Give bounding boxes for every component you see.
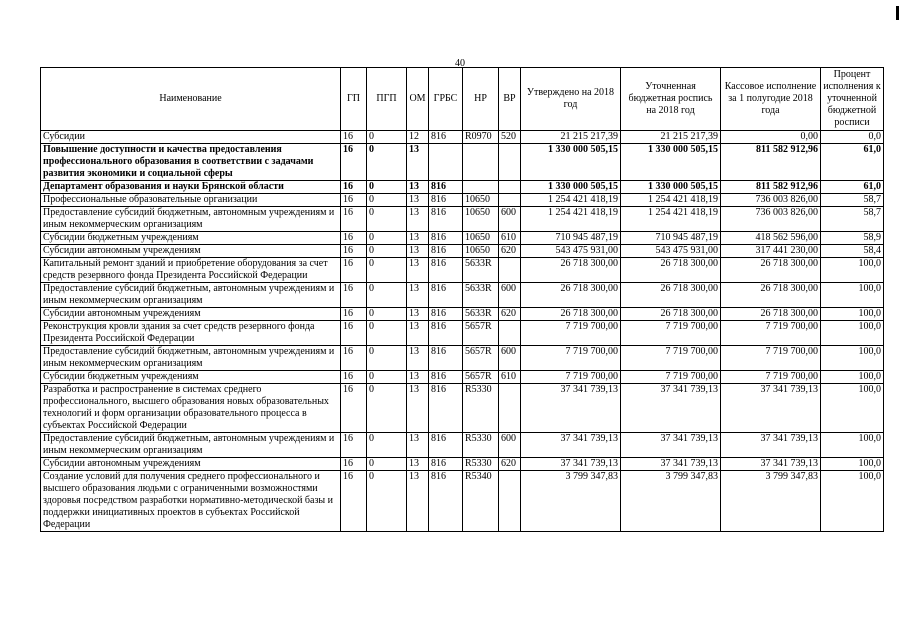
cell-gp: 16 bbox=[341, 207, 367, 232]
cell-vr: 610 bbox=[499, 232, 521, 245]
table-row bbox=[41, 346, 884, 371]
cell-vr bbox=[499, 258, 521, 283]
cell-name: Предоставление субсидий бюджетным, автономным учреждениям и иным некоммерческим организациям bbox=[41, 283, 341, 308]
cell-gp: 16 bbox=[341, 371, 367, 384]
cell-ppgp: 0 bbox=[367, 232, 407, 245]
cell-om: 13 bbox=[407, 371, 429, 384]
cell-cash: 7 719 700,00 bbox=[721, 321, 821, 346]
cell-ppgp: 0 bbox=[367, 144, 407, 181]
cell-percent: 58,9 bbox=[821, 232, 884, 245]
cell-ppgp: 0 bbox=[367, 131, 407, 144]
cell-approved: 1 254 421 418,19 bbox=[521, 207, 621, 232]
cell-name: Субсидии бюджетным учреждениям bbox=[41, 371, 341, 384]
cell-om: 13 bbox=[407, 471, 429, 532]
cell-percent: 100,0 bbox=[821, 321, 884, 346]
cell-grbs: 816 bbox=[429, 458, 463, 471]
cell-vr bbox=[499, 321, 521, 346]
cell-gp: 16 bbox=[341, 346, 367, 371]
cell-gp: 16 bbox=[341, 384, 367, 433]
cell-grbs: 816 bbox=[429, 232, 463, 245]
cell-grbs: 816 bbox=[429, 131, 463, 144]
cell-cash: 37 341 739,13 bbox=[721, 433, 821, 458]
cell-refined: 1 254 421 418,19 bbox=[621, 207, 721, 232]
cell-gp: 16 bbox=[341, 194, 367, 207]
cell-name: Капитальный ремонт зданий и приобретение оборудования за счет средств резервного фонда Президента Российской Федерации bbox=[41, 258, 341, 283]
cell-name: Департамент образования и науки Брянской области bbox=[41, 181, 341, 194]
cell-gp: 16 bbox=[341, 232, 367, 245]
cell-percent: 100,0 bbox=[821, 433, 884, 458]
cell-percent: 0,0 bbox=[821, 131, 884, 144]
header-om: ОМ bbox=[407, 68, 429, 131]
table-row bbox=[41, 321, 884, 346]
cell-grbs: 816 bbox=[429, 245, 463, 258]
cell-grbs: 816 bbox=[429, 321, 463, 346]
cell-om: 13 bbox=[407, 144, 429, 181]
cell-om: 13 bbox=[407, 245, 429, 258]
cell-np: 10650 bbox=[463, 232, 499, 245]
cell-name: Разработка и распространение в системах среднего профессионального, высшего образования новых образовательных технологий и форм организации образовательного процесса в субъектах Российской Федерации bbox=[41, 384, 341, 433]
cell-name: Субсидии бюджетным учреждениям bbox=[41, 232, 341, 245]
cell-grbs: 816 bbox=[429, 181, 463, 194]
cell-grbs: 816 bbox=[429, 371, 463, 384]
cell-refined: 7 719 700,00 bbox=[621, 321, 721, 346]
cell-approved: 37 341 739,13 bbox=[521, 433, 621, 458]
cell-ppgp: 0 bbox=[367, 207, 407, 232]
cell-vr bbox=[499, 144, 521, 181]
cell-name: Предоставление субсидий бюджетным, автономным учреждениям и иным некоммерческим организациям bbox=[41, 433, 341, 458]
cell-ppgp: 0 bbox=[367, 194, 407, 207]
cell-grbs: 816 bbox=[429, 258, 463, 283]
cell-approved: 26 718 300,00 bbox=[521, 308, 621, 321]
cell-approved: 543 475 931,00 bbox=[521, 245, 621, 258]
cell-approved: 7 719 700,00 bbox=[521, 346, 621, 371]
cell-vr bbox=[499, 181, 521, 194]
cell-np bbox=[463, 144, 499, 181]
cell-np: R5330 bbox=[463, 384, 499, 433]
cell-np: 5633R bbox=[463, 308, 499, 321]
cell-om: 13 bbox=[407, 258, 429, 283]
cell-name: Субсидии автономным учреждениям bbox=[41, 308, 341, 321]
header-gp: ГП bbox=[341, 68, 367, 131]
cell-om: 13 bbox=[407, 321, 429, 346]
cell-gp: 16 bbox=[341, 321, 367, 346]
cell-gp: 16 bbox=[341, 308, 367, 321]
cell-cash: 317 441 230,00 bbox=[721, 245, 821, 258]
table-row bbox=[41, 384, 884, 433]
cell-ppgp: 0 bbox=[367, 346, 407, 371]
cell-om: 13 bbox=[407, 433, 429, 458]
cell-approved: 710 945 487,19 bbox=[521, 232, 621, 245]
table-row bbox=[41, 471, 884, 532]
cell-ppgp: 0 bbox=[367, 308, 407, 321]
cell-om: 13 bbox=[407, 181, 429, 194]
cell-refined: 37 341 739,13 bbox=[621, 433, 721, 458]
cell-vr bbox=[499, 471, 521, 532]
cell-name: Создание условий для получения среднего профессионального и высшего образования людьми с ограниченными возможностями здоровья посредством разработки нормативно-методической базы и поддержки инициативных проектов в субъектах Российской Федерации bbox=[41, 471, 341, 532]
cell-refined: 7 719 700,00 bbox=[621, 346, 721, 371]
cell-vr bbox=[499, 384, 521, 433]
cell-gp: 16 bbox=[341, 181, 367, 194]
table-row bbox=[41, 131, 884, 144]
cell-approved: 7 719 700,00 bbox=[521, 371, 621, 384]
cell-gp: 16 bbox=[341, 471, 367, 532]
cell-om: 13 bbox=[407, 458, 429, 471]
cell-om: 13 bbox=[407, 207, 429, 232]
table-row bbox=[41, 458, 884, 471]
cell-ppgp: 0 bbox=[367, 384, 407, 433]
cell-vr: 620 bbox=[499, 245, 521, 258]
cell-cash: 811 582 912,96 bbox=[721, 181, 821, 194]
cell-grbs: 816 bbox=[429, 283, 463, 308]
cell-approved: 1 330 000 505,15 bbox=[521, 181, 621, 194]
cell-np: R5330 bbox=[463, 433, 499, 458]
cell-refined: 710 945 487,19 bbox=[621, 232, 721, 245]
cell-percent: 100,0 bbox=[821, 308, 884, 321]
cell-refined: 3 799 347,83 bbox=[621, 471, 721, 532]
cell-percent: 58,7 bbox=[821, 207, 884, 232]
cell-name: Субсидии автономным учреждениям bbox=[41, 245, 341, 258]
header-np: НР bbox=[463, 68, 499, 131]
cell-approved: 26 718 300,00 bbox=[521, 258, 621, 283]
cell-name: Предоставление субсидий бюджетным, автономным учреждениям и иным некоммерческим организациям bbox=[41, 346, 341, 371]
cell-approved: 37 341 739,13 bbox=[521, 458, 621, 471]
header-approved: Утверждено на 2018 год bbox=[521, 68, 621, 131]
cell-ppgp: 0 bbox=[367, 471, 407, 532]
table-row bbox=[41, 245, 884, 258]
table-row bbox=[41, 371, 884, 384]
cell-np: 5657R bbox=[463, 371, 499, 384]
cell-gp: 16 bbox=[341, 433, 367, 458]
table-row bbox=[41, 181, 884, 194]
cell-np: R5330 bbox=[463, 458, 499, 471]
header-grbs: ГРБС bbox=[429, 68, 463, 131]
cell-gp: 16 bbox=[341, 131, 367, 144]
cell-grbs: 816 bbox=[429, 194, 463, 207]
cell-approved: 26 718 300,00 bbox=[521, 283, 621, 308]
cell-grbs: 816 bbox=[429, 433, 463, 458]
cell-percent: 61,0 bbox=[821, 181, 884, 194]
cell-np: R0970 bbox=[463, 131, 499, 144]
cell-ppgp: 0 bbox=[367, 283, 407, 308]
cell-ppgp: 0 bbox=[367, 258, 407, 283]
page-number: 40 bbox=[455, 58, 465, 69]
cell-approved: 7 719 700,00 bbox=[521, 321, 621, 346]
cell-gp: 16 bbox=[341, 458, 367, 471]
cell-cash: 736 003 826,00 bbox=[721, 194, 821, 207]
table-row bbox=[41, 433, 884, 458]
cell-vr: 620 bbox=[499, 308, 521, 321]
cell-om: 12 bbox=[407, 131, 429, 144]
cell-cash: 3 799 347,83 bbox=[721, 471, 821, 532]
cell-ppgp: 0 bbox=[367, 181, 407, 194]
header-refined: Уточненная бюджетная роспись на 2018 год bbox=[621, 68, 721, 131]
cell-gp: 16 bbox=[341, 245, 367, 258]
header-vr: ВР bbox=[499, 68, 521, 131]
cell-om: 13 bbox=[407, 346, 429, 371]
cell-refined: 26 718 300,00 bbox=[621, 258, 721, 283]
cell-gp: 16 bbox=[341, 283, 367, 308]
cell-cash: 37 341 739,13 bbox=[721, 458, 821, 471]
cell-approved: 1 254 421 418,19 bbox=[521, 194, 621, 207]
cell-om: 13 bbox=[407, 384, 429, 433]
cell-name: Предоставление субсидий бюджетным, автономным учреждениям и иным некоммерческим организациям bbox=[41, 207, 341, 232]
cell-percent: 100,0 bbox=[821, 471, 884, 532]
cell-cash: 7 719 700,00 bbox=[721, 346, 821, 371]
cell-approved: 21 215 217,39 bbox=[521, 131, 621, 144]
cell-grbs: 816 bbox=[429, 346, 463, 371]
cell-percent: 58,4 bbox=[821, 245, 884, 258]
cell-ppgp: 0 bbox=[367, 245, 407, 258]
cell-refined: 21 215 217,39 bbox=[621, 131, 721, 144]
cell-om: 13 bbox=[407, 283, 429, 308]
cell-refined: 1 330 000 505,15 bbox=[621, 144, 721, 181]
cell-ppgp: 0 bbox=[367, 371, 407, 384]
cell-ppgp: 0 bbox=[367, 433, 407, 458]
cell-cash: 26 718 300,00 bbox=[721, 258, 821, 283]
cell-name: Субсидии bbox=[41, 131, 341, 144]
cell-approved: 3 799 347,83 bbox=[521, 471, 621, 532]
cell-refined: 37 341 739,13 bbox=[621, 458, 721, 471]
cell-name: Реконструкция кровли здания за счет средств резервного фонда Президента Российской Федерации bbox=[41, 321, 341, 346]
table-row bbox=[41, 194, 884, 207]
cell-cash: 37 341 739,13 bbox=[721, 384, 821, 433]
cell-percent: 100,0 bbox=[821, 371, 884, 384]
budget-table bbox=[40, 67, 884, 532]
cell-refined: 1 254 421 418,19 bbox=[621, 194, 721, 207]
cell-om: 13 bbox=[407, 232, 429, 245]
cell-vr: 520 bbox=[499, 131, 521, 144]
cell-gp: 16 bbox=[341, 144, 367, 181]
cell-refined: 1 330 000 505,15 bbox=[621, 181, 721, 194]
cell-vr: 610 bbox=[499, 371, 521, 384]
cell-percent: 100,0 bbox=[821, 458, 884, 471]
cell-np: 10650 bbox=[463, 245, 499, 258]
cell-np: R5340 bbox=[463, 471, 499, 532]
cell-gp: 16 bbox=[341, 258, 367, 283]
cell-refined: 26 718 300,00 bbox=[621, 283, 721, 308]
cell-cash: 736 003 826,00 bbox=[721, 207, 821, 232]
cell-cash: 26 718 300,00 bbox=[721, 308, 821, 321]
cell-percent: 100,0 bbox=[821, 384, 884, 433]
cell-cash: 0,00 bbox=[721, 131, 821, 144]
cell-vr: 620 bbox=[499, 458, 521, 471]
cell-percent: 58,7 bbox=[821, 194, 884, 207]
cell-approved: 37 341 739,13 bbox=[521, 384, 621, 433]
cell-refined: 26 718 300,00 bbox=[621, 308, 721, 321]
cell-ppgp: 0 bbox=[367, 321, 407, 346]
cell-np: 5633R bbox=[463, 258, 499, 283]
table-row bbox=[41, 283, 884, 308]
table-row bbox=[41, 232, 884, 245]
corner-mark bbox=[896, 6, 899, 20]
cell-grbs bbox=[429, 144, 463, 181]
table-row bbox=[41, 308, 884, 321]
cell-name: Повышение доступности и качества предоставления профессионального образования в соответствии с задачами развития экономики и социальной сферы bbox=[41, 144, 341, 181]
cell-vr: 600 bbox=[499, 346, 521, 371]
cell-np: 5633R bbox=[463, 283, 499, 308]
table-row bbox=[41, 207, 884, 232]
cell-vr: 600 bbox=[499, 283, 521, 308]
cell-name: Профессиональные образовательные организации bbox=[41, 194, 341, 207]
cell-np: 5657R bbox=[463, 346, 499, 371]
cell-np: 10650 bbox=[463, 207, 499, 232]
header-percent: Процент исполнения к уточненной бюджетной росписи bbox=[821, 68, 884, 131]
cell-grbs: 816 bbox=[429, 384, 463, 433]
cell-ppgp: 0 bbox=[367, 458, 407, 471]
cell-np bbox=[463, 181, 499, 194]
cell-vr: 600 bbox=[499, 207, 521, 232]
cell-refined: 7 719 700,00 bbox=[621, 371, 721, 384]
cell-om: 13 bbox=[407, 194, 429, 207]
cell-cash: 26 718 300,00 bbox=[721, 283, 821, 308]
cell-cash: 418 562 596,00 bbox=[721, 232, 821, 245]
header-name: Наименование bbox=[41, 68, 341, 131]
cell-percent: 100,0 bbox=[821, 346, 884, 371]
cell-vr: 600 bbox=[499, 433, 521, 458]
cell-grbs: 816 bbox=[429, 471, 463, 532]
header-ppgp: ПГП bbox=[367, 68, 407, 131]
header-cash: Кассовое исполнение за 1 полугодие 2018 года bbox=[721, 68, 821, 131]
cell-om: 13 bbox=[407, 308, 429, 321]
cell-refined: 37 341 739,13 bbox=[621, 384, 721, 433]
cell-np: 5657R bbox=[463, 321, 499, 346]
cell-grbs: 816 bbox=[429, 207, 463, 232]
header-row bbox=[41, 68, 884, 131]
cell-cash: 7 719 700,00 bbox=[721, 371, 821, 384]
table-row bbox=[41, 144, 884, 181]
cell-name: Субсидии автономным учреждениям bbox=[41, 458, 341, 471]
cell-refined: 543 475 931,00 bbox=[621, 245, 721, 258]
cell-vr bbox=[499, 194, 521, 207]
cell-percent: 61,0 bbox=[821, 144, 884, 181]
cell-grbs: 816 bbox=[429, 308, 463, 321]
cell-percent: 100,0 bbox=[821, 258, 884, 283]
cell-percent: 100,0 bbox=[821, 283, 884, 308]
cell-approved: 1 330 000 505,15 bbox=[521, 144, 621, 181]
cell-cash: 811 582 912,96 bbox=[721, 144, 821, 181]
cell-np: 10650 bbox=[463, 194, 499, 207]
table-row bbox=[41, 258, 884, 283]
